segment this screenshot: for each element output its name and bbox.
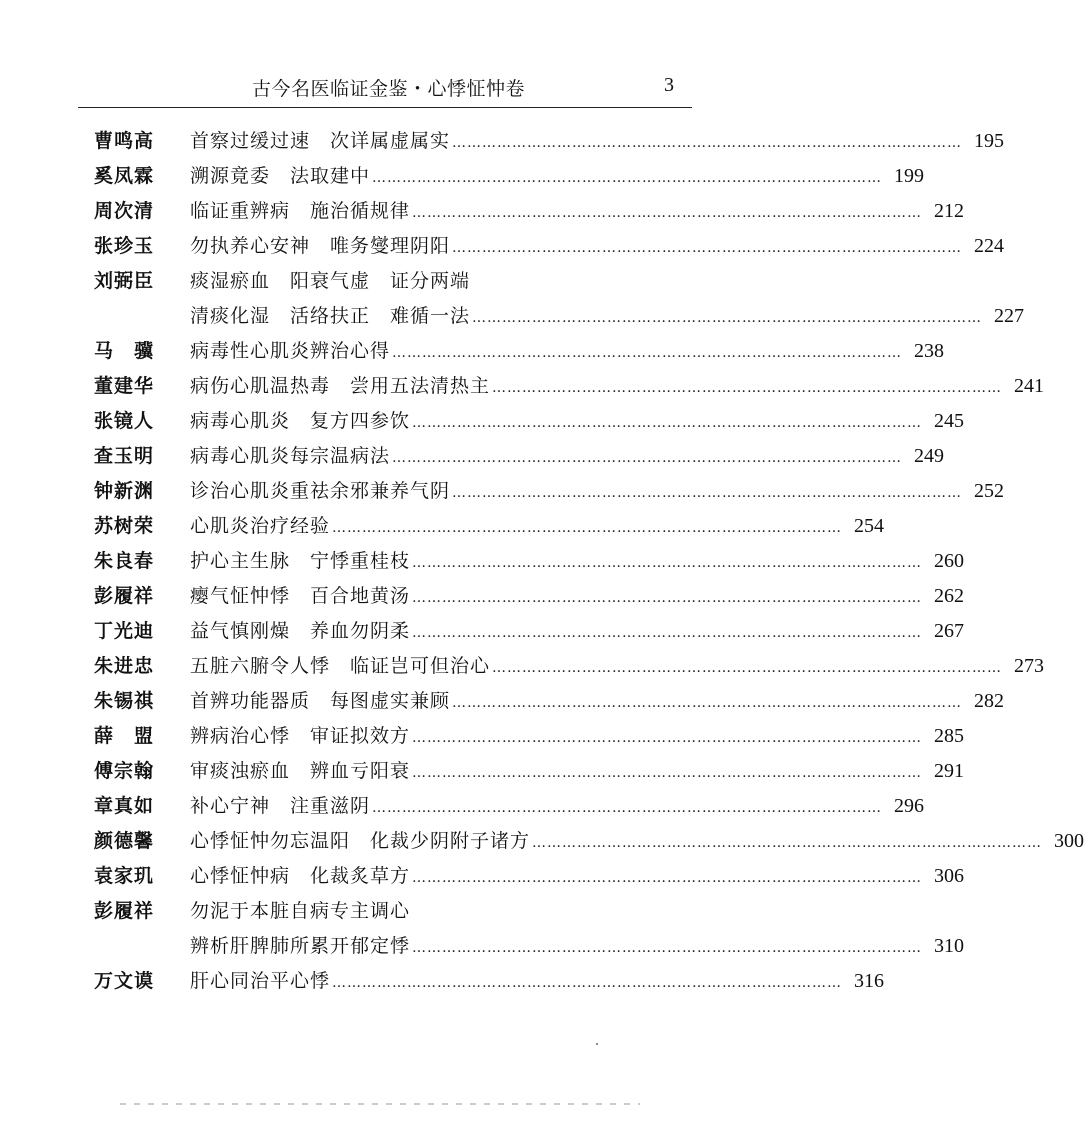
toc-dot-leader: ………………………………………………………………………………………… <box>492 380 1003 396</box>
scan-artifact <box>120 1103 640 1105</box>
toc-page-number: 260 <box>934 550 965 572</box>
toc-dot-leader: ………………………………………………………………………………………… <box>392 450 903 466</box>
toc-page-number: 199 <box>894 165 925 187</box>
toc-entry <box>94 859 965 894</box>
toc-author: 奚凤霖 <box>94 165 155 187</box>
toc-author: 马 骥 <box>94 340 155 362</box>
table-of-contents <box>94 124 1084 999</box>
toc-page-number: 224 <box>974 235 1005 257</box>
toc-title-area <box>190 264 694 299</box>
toc-page-number: 291 <box>934 760 965 782</box>
toc-title-area <box>190 299 1025 336</box>
toc-author: 颜德馨 <box>94 830 155 852</box>
toc-title: 勿执养心安神 唯务燮理阴阳 <box>190 235 451 257</box>
toc-author: 丁光迪 <box>94 620 155 642</box>
toc-entry <box>94 159 925 194</box>
toc-entry <box>94 264 694 299</box>
page-header <box>92 74 692 102</box>
toc-author: 袁家玑 <box>94 865 155 887</box>
toc-dot-leader: ………………………………………………………………………………………… <box>532 835 1043 851</box>
toc-title: 辨病治心悸 审证拟效方 <box>190 725 411 747</box>
toc-dot-leader: ………………………………………………………………………………………… <box>492 660 1003 676</box>
toc-title-area <box>190 719 965 756</box>
toc-dot-leader: ………………………………………………………………………………………… <box>452 485 963 501</box>
toc-author: 万文谟 <box>94 970 155 992</box>
toc-dot-leader: ………………………………………………………………………………………… <box>412 205 923 221</box>
toc-author: 朱良春 <box>94 550 155 572</box>
toc-page-number: 282 <box>974 690 1005 712</box>
toc-page-number: 195 <box>974 130 1005 152</box>
toc-author: 曹鸣高 <box>94 130 155 152</box>
toc-entry <box>94 474 1005 509</box>
toc-title-area <box>190 194 965 231</box>
toc-page-number: 252 <box>974 480 1005 502</box>
toc-title: 勿泥于本脏自病专主调心 <box>190 900 411 922</box>
toc-title-area <box>190 789 925 826</box>
toc-page-number: 296 <box>894 795 925 817</box>
toc-dot-leader: ………………………………………………………………………………………… <box>412 765 923 781</box>
toc-title-area <box>190 649 1045 686</box>
toc-author: 苏树荣 <box>94 515 155 537</box>
toc-title-area <box>190 369 1045 406</box>
toc-title-area <box>190 124 1005 161</box>
toc-page-number: 254 <box>854 515 885 537</box>
toc-page-number: 241 <box>1014 375 1045 397</box>
toc-entry <box>94 404 965 439</box>
page-number: 3 <box>664 74 674 96</box>
toc-dot-leader: ………………………………………………………………………………………… <box>412 590 923 606</box>
toc-entry <box>94 614 965 649</box>
toc-dot-leader: ………………………………………………………………………………………… <box>332 520 843 536</box>
toc-title-area <box>190 159 925 196</box>
toc-dot-leader: ………………………………………………………………………………………… <box>372 800 883 816</box>
toc-page-number: 285 <box>934 725 965 747</box>
toc-entry <box>94 369 1045 404</box>
toc-title-area <box>190 474 1005 511</box>
toc-dot-leader: ………………………………………………………………………………………… <box>452 135 963 151</box>
toc-entry <box>94 789 925 824</box>
toc-title: 诊治心肌炎重祛余邪兼养气阴 <box>190 480 451 502</box>
toc-title: 五脏六腑令人悸 临证岂可但治心 <box>190 655 491 677</box>
toc-dot-leader: ………………………………………………………………………………………… <box>412 940 923 956</box>
toc-author: 周次清 <box>94 200 155 222</box>
toc-author: 章真如 <box>94 795 155 817</box>
toc-entry <box>94 124 1005 159</box>
toc-author: 刘弼臣 <box>94 270 155 292</box>
toc-title: 审痰浊瘀血 辨血亏阳衰 <box>190 760 411 782</box>
toc-entry <box>94 649 1045 684</box>
toc-title: 清痰化湿 活络扶正 难循一法 <box>190 305 471 327</box>
toc-title: 痰湿瘀血 阳衰气虚 证分两端 <box>190 270 471 292</box>
toc-entry <box>94 439 945 474</box>
toc-dot-leader: ………………………………………………………………………………………… <box>452 695 963 711</box>
toc-entry <box>94 544 965 579</box>
toc-title-area <box>190 544 965 581</box>
toc-entry <box>94 754 965 789</box>
toc-author: 董建华 <box>94 375 155 397</box>
toc-entry <box>94 684 1005 719</box>
toc-title: 辨析肝脾肺所累开郁定悸 <box>190 935 411 957</box>
toc-title: 心肌炎治疗经验 <box>190 515 331 537</box>
toc-title: 病毒心肌炎 复方四参饮 <box>190 410 411 432</box>
toc-title-area <box>190 229 1005 266</box>
toc-author: 朱进忠 <box>94 655 155 677</box>
toc-title-area <box>190 964 885 1001</box>
toc-dot-leader: ………………………………………………………………………………………… <box>332 975 843 991</box>
toc-title: 肝心同治平心悸 <box>190 970 331 992</box>
toc-entry <box>94 824 1084 859</box>
toc-title-area <box>190 579 965 616</box>
toc-page-number: 306 <box>934 865 965 887</box>
toc-entry <box>94 929 965 964</box>
toc-title: 护心主生脉 宁悸重桂枝 <box>190 550 411 572</box>
toc-title: 心悸怔忡病 化裁炙草方 <box>190 865 411 887</box>
toc-page-number: 227 <box>994 305 1025 327</box>
toc-page-number: 249 <box>914 445 945 467</box>
scan-dot <box>596 1043 598 1045</box>
toc-dot-leader: ………………………………………………………………………………………… <box>412 415 923 431</box>
toc-page-number: 273 <box>1014 655 1045 677</box>
toc-title: 首辨功能器质 每图虚实兼顾 <box>190 690 451 712</box>
toc-title: 补心宁神 注重滋阴 <box>190 795 371 817</box>
toc-author: 朱锡祺 <box>94 690 155 712</box>
toc-title: 病毒心肌炎每宗温病法 <box>190 445 391 467</box>
toc-author: 查玉明 <box>94 445 155 467</box>
toc-page-number: 267 <box>934 620 965 642</box>
toc-page-number: 300 <box>1054 830 1084 852</box>
toc-title-area <box>190 859 965 896</box>
toc-page-number: 310 <box>934 935 965 957</box>
toc-title-area <box>190 509 885 546</box>
toc-dot-leader: ………………………………………………………………………………………… <box>412 625 923 641</box>
toc-title-area <box>190 824 1084 861</box>
toc-title-area <box>190 404 965 441</box>
toc-title: 溯源竟委 法取建中 <box>190 165 371 187</box>
toc-page-number: 262 <box>934 585 965 607</box>
toc-author: 张珍玉 <box>94 235 155 257</box>
toc-page-number: 316 <box>854 970 885 992</box>
toc-author: 张镜人 <box>94 410 155 432</box>
toc-title-area <box>190 894 694 929</box>
toc-dot-leader: ………………………………………………………………………………………… <box>372 170 883 186</box>
toc-author: 钟新渊 <box>94 480 155 502</box>
toc-dot-leader: ………………………………………………………………………………………… <box>412 870 923 886</box>
toc-entry <box>94 229 1005 264</box>
toc-entry <box>94 964 885 999</box>
toc-dot-leader: ………………………………………………………………………………………… <box>412 555 923 571</box>
toc-entry <box>94 894 694 929</box>
toc-author: 彭履祥 <box>94 585 155 607</box>
toc-title-area <box>190 614 965 651</box>
toc-entry <box>94 719 965 754</box>
toc-title-area <box>190 754 965 791</box>
running-header-title: 古今名医临证金鉴・心悸怔忡卷 <box>252 78 526 100</box>
toc-author: 彭履祥 <box>94 900 155 922</box>
toc-author: 薛 盟 <box>94 725 155 747</box>
toc-title: 临证重辨病 施治循规律 <box>190 200 411 222</box>
header-rule <box>78 107 692 108</box>
toc-dot-leader: ………………………………………………………………………………………… <box>412 730 923 746</box>
toc-title: 病伤心肌温热毒 尝用五法清热主 <box>190 375 491 397</box>
toc-page-number: 245 <box>934 410 965 432</box>
toc-title-area <box>190 334 945 371</box>
toc-author: 傅宗翰 <box>94 760 155 782</box>
toc-title: 心悸怔忡勿忘温阳 化裁少阴附子诸方 <box>190 830 531 852</box>
toc-entry <box>94 509 885 544</box>
toc-page-number: 212 <box>934 200 965 222</box>
toc-title-area <box>190 929 965 966</box>
toc-title: 首察过缓过速 次详属虚属实 <box>190 130 451 152</box>
toc-page-number: 238 <box>914 340 945 362</box>
toc-dot-leader: ………………………………………………………………………………………… <box>472 310 983 326</box>
toc-entry <box>94 194 965 229</box>
toc-entry <box>94 299 1025 334</box>
toc-title-area <box>190 684 1005 721</box>
toc-title: 病毒性心肌炎辨治心得 <box>190 340 391 362</box>
toc-title-area <box>190 439 945 476</box>
toc-title: 益气慎刚燥 养血勿阴柔 <box>190 620 411 642</box>
toc-entry <box>94 579 965 614</box>
toc-entry <box>94 334 945 369</box>
toc-dot-leader: ………………………………………………………………………………………… <box>452 240 963 256</box>
toc-dot-leader: ………………………………………………………………………………………… <box>392 345 903 361</box>
toc-title: 瘿气怔忡悸 百合地黄汤 <box>190 585 411 607</box>
